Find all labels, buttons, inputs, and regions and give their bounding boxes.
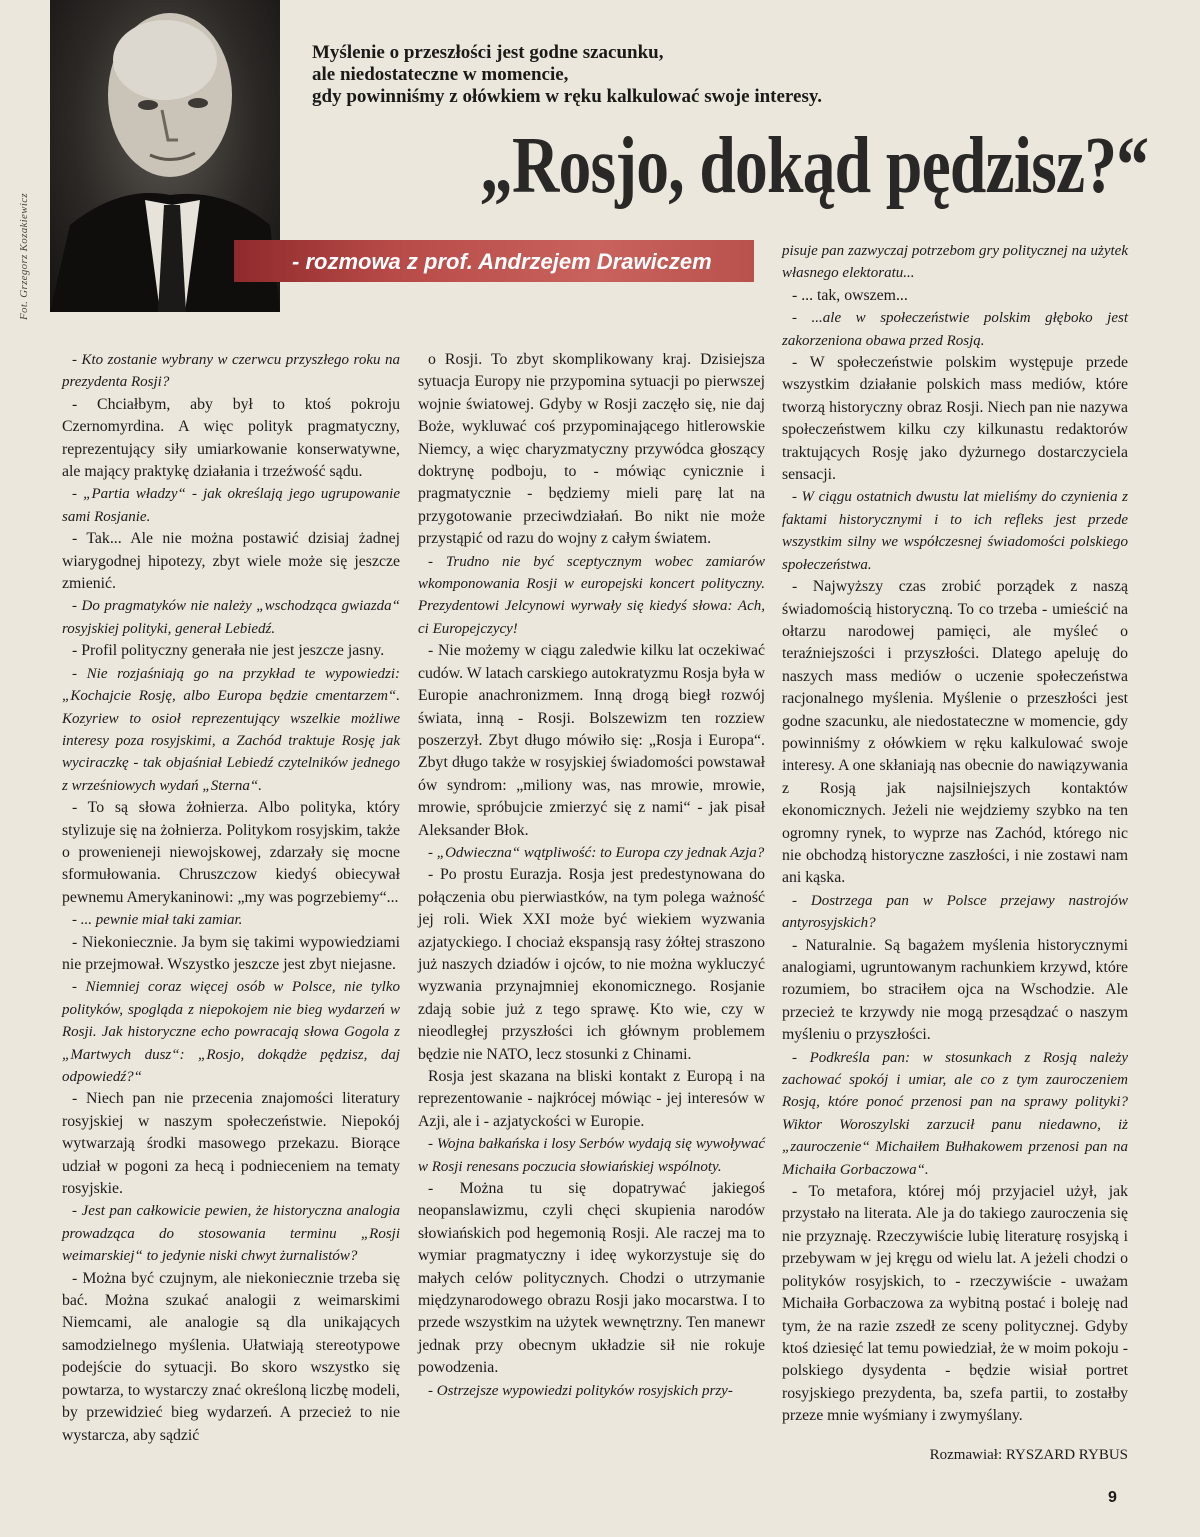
question-paragraph: - „Odwieczna“ wątpliwość: to Europa czy jednak Azja? — [428, 844, 765, 861]
question-paragraph: - Dostrzega pan w Polsce przejawy nastrojów antyrosyjskich? — [782, 892, 1128, 932]
question-paragraph: - W ciągu ostatnich dwustu lat mieliśmy do czynienia z faktami historycznymi i to ich refleks jest przede wszystkim silny we współczesnej świadomości polskiego społeczeństwa. — [782, 489, 1128, 573]
lead-quote-line: ale niedostateczne w momencie, — [312, 64, 569, 85]
photo-credit: Fot. Grzegorz Kozakiewicz — [18, 193, 30, 320]
question-paragraph: - Niemniej coraz więcej osób w Polsce, nie tylko polityków, spogląda z niepokojem nie bieg wydarzeń w Rosji. Jak historyczne echo powracają słowa Gogola z „Martwych dusz“: „Rosjo, dokądże pędzisz, daj odpowiedź?“ — [62, 979, 400, 1085]
question-paragraph: - Ostrzejsze wypowiedzi polityków rosyjskich przy- — [428, 1382, 733, 1399]
answer-paragraph: - Profil polityczny generała nie jest jeszcze jasny. — [72, 642, 385, 660]
text-column-2 — [418, 349, 765, 1402]
text-column-3 — [782, 240, 1128, 1428]
answer-paragraph: - Po prostu Eurazja. Rosja jest predestynowana do połączenia obu pierwiastków, na tym polega ważność jej roli. Wiek XXI może być wiekiem wyzwania azjatyckiego. I chociaż ekspansją rasy żółtej straszono już naszych dziadów i ojców, to nie można wykluczyć wyzwania przynajmniej ekonomicznego. Rosjanie zdają sobie już z tego sprawę. Kto wie, czy w nieodległej przyszłości ich głównym problemem będzie nie NATO, lecz stosunki z Chinami. — [418, 866, 765, 1063]
question-paragraph: - Do pragmatyków nie należy „wschodząca gwiazda“ rosyjskiej polityki, generał Lebiedź. — [62, 598, 400, 637]
page-number: 9 — [1108, 1489, 1117, 1506]
answer-paragraph: - Niekoniecznie. Ja bym się takimi wypowiedziami nie przejmował. Wszystko jeszcze jest zbyt niejasne. — [62, 933, 400, 973]
question-paragraph: - Podkreśla pan: w stosunkach z Rosją należy zachować spokój i umiar, ale co z tym zauroczeniem Rosją, które ponoć przenosi pan na sprawy polityki? Wiktor Woroszylski zarzucił panu niedawno, iż „zauroczenie“ Michaiłem Bułhakowem przenosi pan na Michaiła Gorbaczowa“. — [782, 1049, 1128, 1178]
answer-paragraph: - Naturalnie. Są bagażem myślenia historycznymi analogiami, ugruntowanym rachunkiem krzywd, które rozumiem, bo straciłem ojca na Wschodzie. Ale przecież te krzywdy nie mogą przesądzać o naszym myśleniu o przyszłości. — [782, 936, 1128, 1044]
answer-paragraph: - Nie możemy w ciągu zaledwie kilku lat oczekiwać cudów. W latach carskiego autokratyzmu Rosja była w Europie anachronizmem. Inną drogą biegł rozwój świata, inną - Rosji. Bolszewizm ten rozziew poszerzył. Zbyt długo mówiło się: „Rosja i Europa“. Zbyt długo także w rosyjskiej świadomości powstawał ów syndrom: „miliony was, nas mrowie, mrowie, mrowie, spróbujcie zmierzyć się z nami“ - jak pisał Aleksander Błok. — [418, 642, 765, 839]
answer-paragraph: Rosja jest skazana na bliski kontakt z Europą i na reprezentowanie - najkrócej mówiąc - jej interesów w Azji, ale i - azjatyckości w Europie. — [418, 1068, 765, 1130]
answer-paragraph: - To są słowa żołnierza. Albo polityka, który stylizuje się na żołnierza. Politykom rosyjskim, także o prowenieneji niewojskowej, zdarzały się mocne sformułowania. Chruszczow kiedyś obiecywał pewnemu Amerykaninowi: „my was pogrzebiemy“... — [62, 799, 400, 906]
subtitle-banner — [234, 240, 754, 282]
subtitle-text: - rozmowa z prof. Andrzejem Drawiczem — [292, 249, 712, 274]
question-paragraph: pisuje pan zazwyczaj potrzebom gry politycznej na użytek własnego elektoratu... — [782, 243, 1128, 282]
answer-paragraph: - ... tak, owszem... — [792, 286, 908, 304]
answer-paragraph: - To metafora, której mój przyjaciel użył, jak przystało na literata. Ale ja do takiego zauroczenia się nie przyznaję. Rzeczywiście lubię literaturę rosyjską i przebywam w jej kręgu od wielu lat. A jeżeli chodzi o polityków rosyjskich, to - rzeczywiście - uważam Michaiła Gorbaczowa za wybitną postać i boleję nad tym, że na razie zszedł ze sceny politycznej. Gdyby ktoś dziesięć lat temu powiedział, że w moim pokoju - polskiego dysydenta - będzie wisiał portret rosyjskiego prezydenta, ba, szefa partii, to zostałby przeze mnie wyśmiany i zwymyślany. — [782, 1183, 1128, 1425]
lead-quote-line: gdy powinniśmy z ołówkiem w ręku kalkulować swoje interesy. — [312, 86, 823, 107]
answer-paragraph: - Najwyższy czas zrobić porządek z naszą świadomością historyczną. To co trzeba - umieścić na ołtarzu narodowej pamięci, ale myśleć o teraźniejszości i przyszłości. Dlatego apeluję do naszych mass mediów o uczenie społeczeństwa racjonalnego myślenia. Myślenie o przeszłości jest godne szacunku, ale niedostateczne w momencie, gdy powinniśmy z ołówkiem w ręku kalkulować swoje interesy. A one skłaniają nas obecnie do nawiązywania z Rosją jak najsilniejszych kontaktów ekonomicznych. Jeżeli nie wejdziemy szybko na ten ogromny rynek, to wyprze nas Zachód, którego nic nie obchodzą historyczne zaszłości, i nie zostawi nam ani kąska. — [782, 578, 1128, 887]
text-column-1 — [62, 349, 400, 1447]
answer-paragraph: - Można tu się dopatrywać jakiegoś neopanslawizmu, czyli chęci skupienia narodów słowiańskich pod hegemonią Rosji. Ale raczej ma to wymiar pragmatyczny i ideę wykorzystuje się do małych celów politycznych. Chodzi o utrzymanie międzynarodowego obrazu Rosji jako mocarstwa. I to przede wszystkim na użytek wewnętrzny. Ten manewr jednak przy obecnym układzie sił nie rokuje powodzenia. — [418, 1180, 765, 1377]
answer-paragraph: o Rosji. To zbyt skomplikowany kraj. Dzisiejsza sytuacja Europy nie przypomina sytuacji po pierwszej wojnie światowej. Gdyby w Rosji zaczęło się, nie daj Boże, wykluwać coś przypominającego hitlerowskie Niemcy, a więc charyzmatyczny przywódca głoszący doktrynę podboju, to - mówiąc cynicznie i pragmatycznie - będziemy mieli parę lat na przygotowanie przeciwdziałań. Bo nikt nie może przystąpić od razu do wojny z całym światem. — [418, 351, 765, 548]
question-paragraph: - Wojna bałkańska i losy Serbów wydają się wywoływać w Rosji renesans poczucia słowiańskiej wspólnoty. — [418, 1136, 765, 1175]
question-paragraph: - ...ale w społeczeństwie polskim głęboko jest zakorzeniona obawa przed Rosją. — [782, 310, 1128, 349]
answer-paragraph: - Niech pan nie przecenia znajomości literatury rosyjskiej w naszym społeczeństwie. Niepokój wytwarzają środki masowego przekazu. Biorące udział w pogoni za hecą i podnieceniem na tematy rosyjskie. — [62, 1090, 400, 1198]
lead-quote — [312, 42, 832, 108]
question-paragraph: - ... pewnie miał taki zamiar. — [72, 912, 243, 929]
lead-quote-line: Myślenie o przeszłości jest godne szacunku, — [312, 42, 664, 63]
answer-paragraph: - Tak... Ale nie można postawić dzisiaj żadnej wiarygodnej hipotezy, zbyt wiele może się jeszcze zmienić. — [62, 530, 400, 593]
question-paragraph: - „Partia władzy“ - jak określają jego ugrupowanie sami Rosjanie. — [62, 486, 400, 525]
answer-paragraph: - Można być czujnym, ale niekoniecznie trzeba się bać. Można szukać analogii z weimarskimi Niemcami, ale analogie są dla unikających samodzielnego myślenia. Ułatwiają stereotypowe podejście do sytuacji. Bo skoro wszystko się powtarza, to wystarczy znać określoną liczbę modeli, by przewidzieć bieg wydarzeń. A przecież to nie wystarcza, aby sądzić — [62, 1269, 400, 1444]
answer-paragraph: - Chciałbym, aby był to ktoś pokroju Czernomyrdina. A więc polityk pragmatyczny, reprezentujący siły umiarkowanie konserwatywne, ale mający praktykę działania i trzeźwość sądu. — [62, 395, 400, 481]
question-paragraph: - Jest pan całkowicie pewien, że historyczna analogia prowadząca do stosowania terminu „Rosji weimarskiej“ to jedynie niski chwyt żurnalistów? — [62, 1203, 400, 1265]
answer-paragraph: - W społeczeństwie polskim występuje przede wszystkim działanie polskich mass mediów, które tworzą historyczny obraz Rosji. Niech pan nie nazywa społeczeństwem kilku czy kilkunastu redaktorów traktujących Rosję jako dyżurnego dostarczyciela sensacji. — [782, 354, 1128, 484]
question-paragraph: - Trudno nie być sceptycznym wobec zamiarów wkomponowania Rosji w europejski koncert polityczny. Prezydentowi Jelcynowi wyrwały się kiedyś słowa: Ach, ci Europejczycy! — [418, 553, 765, 637]
interviewer-signature: Rozmawiał: RYSZARD RYBUS — [929, 1447, 1128, 1463]
question-paragraph: - Kto zostanie wybrany w czerwcu przyszłego roku na prezydenta Rosji? — [62, 352, 400, 391]
article-headline: „Rosjo, dokąd pędzisz?“ — [480, 122, 1149, 210]
question-paragraph: - Nie rozjaśniają go na przykład te wypowiedzi: „Kochajcie Rosję, albo Europa będzie cmentarzem“. Kozyriew to osioł reprezentujący wszelkie możliwe interesy poza rosyjskimi, a Zachód traktuje Rosję jak wyciraczkę - tak objaśniał Lebiedź czytelników jednego z wrześniowych wydań „Sterna“. — [62, 665, 400, 794]
